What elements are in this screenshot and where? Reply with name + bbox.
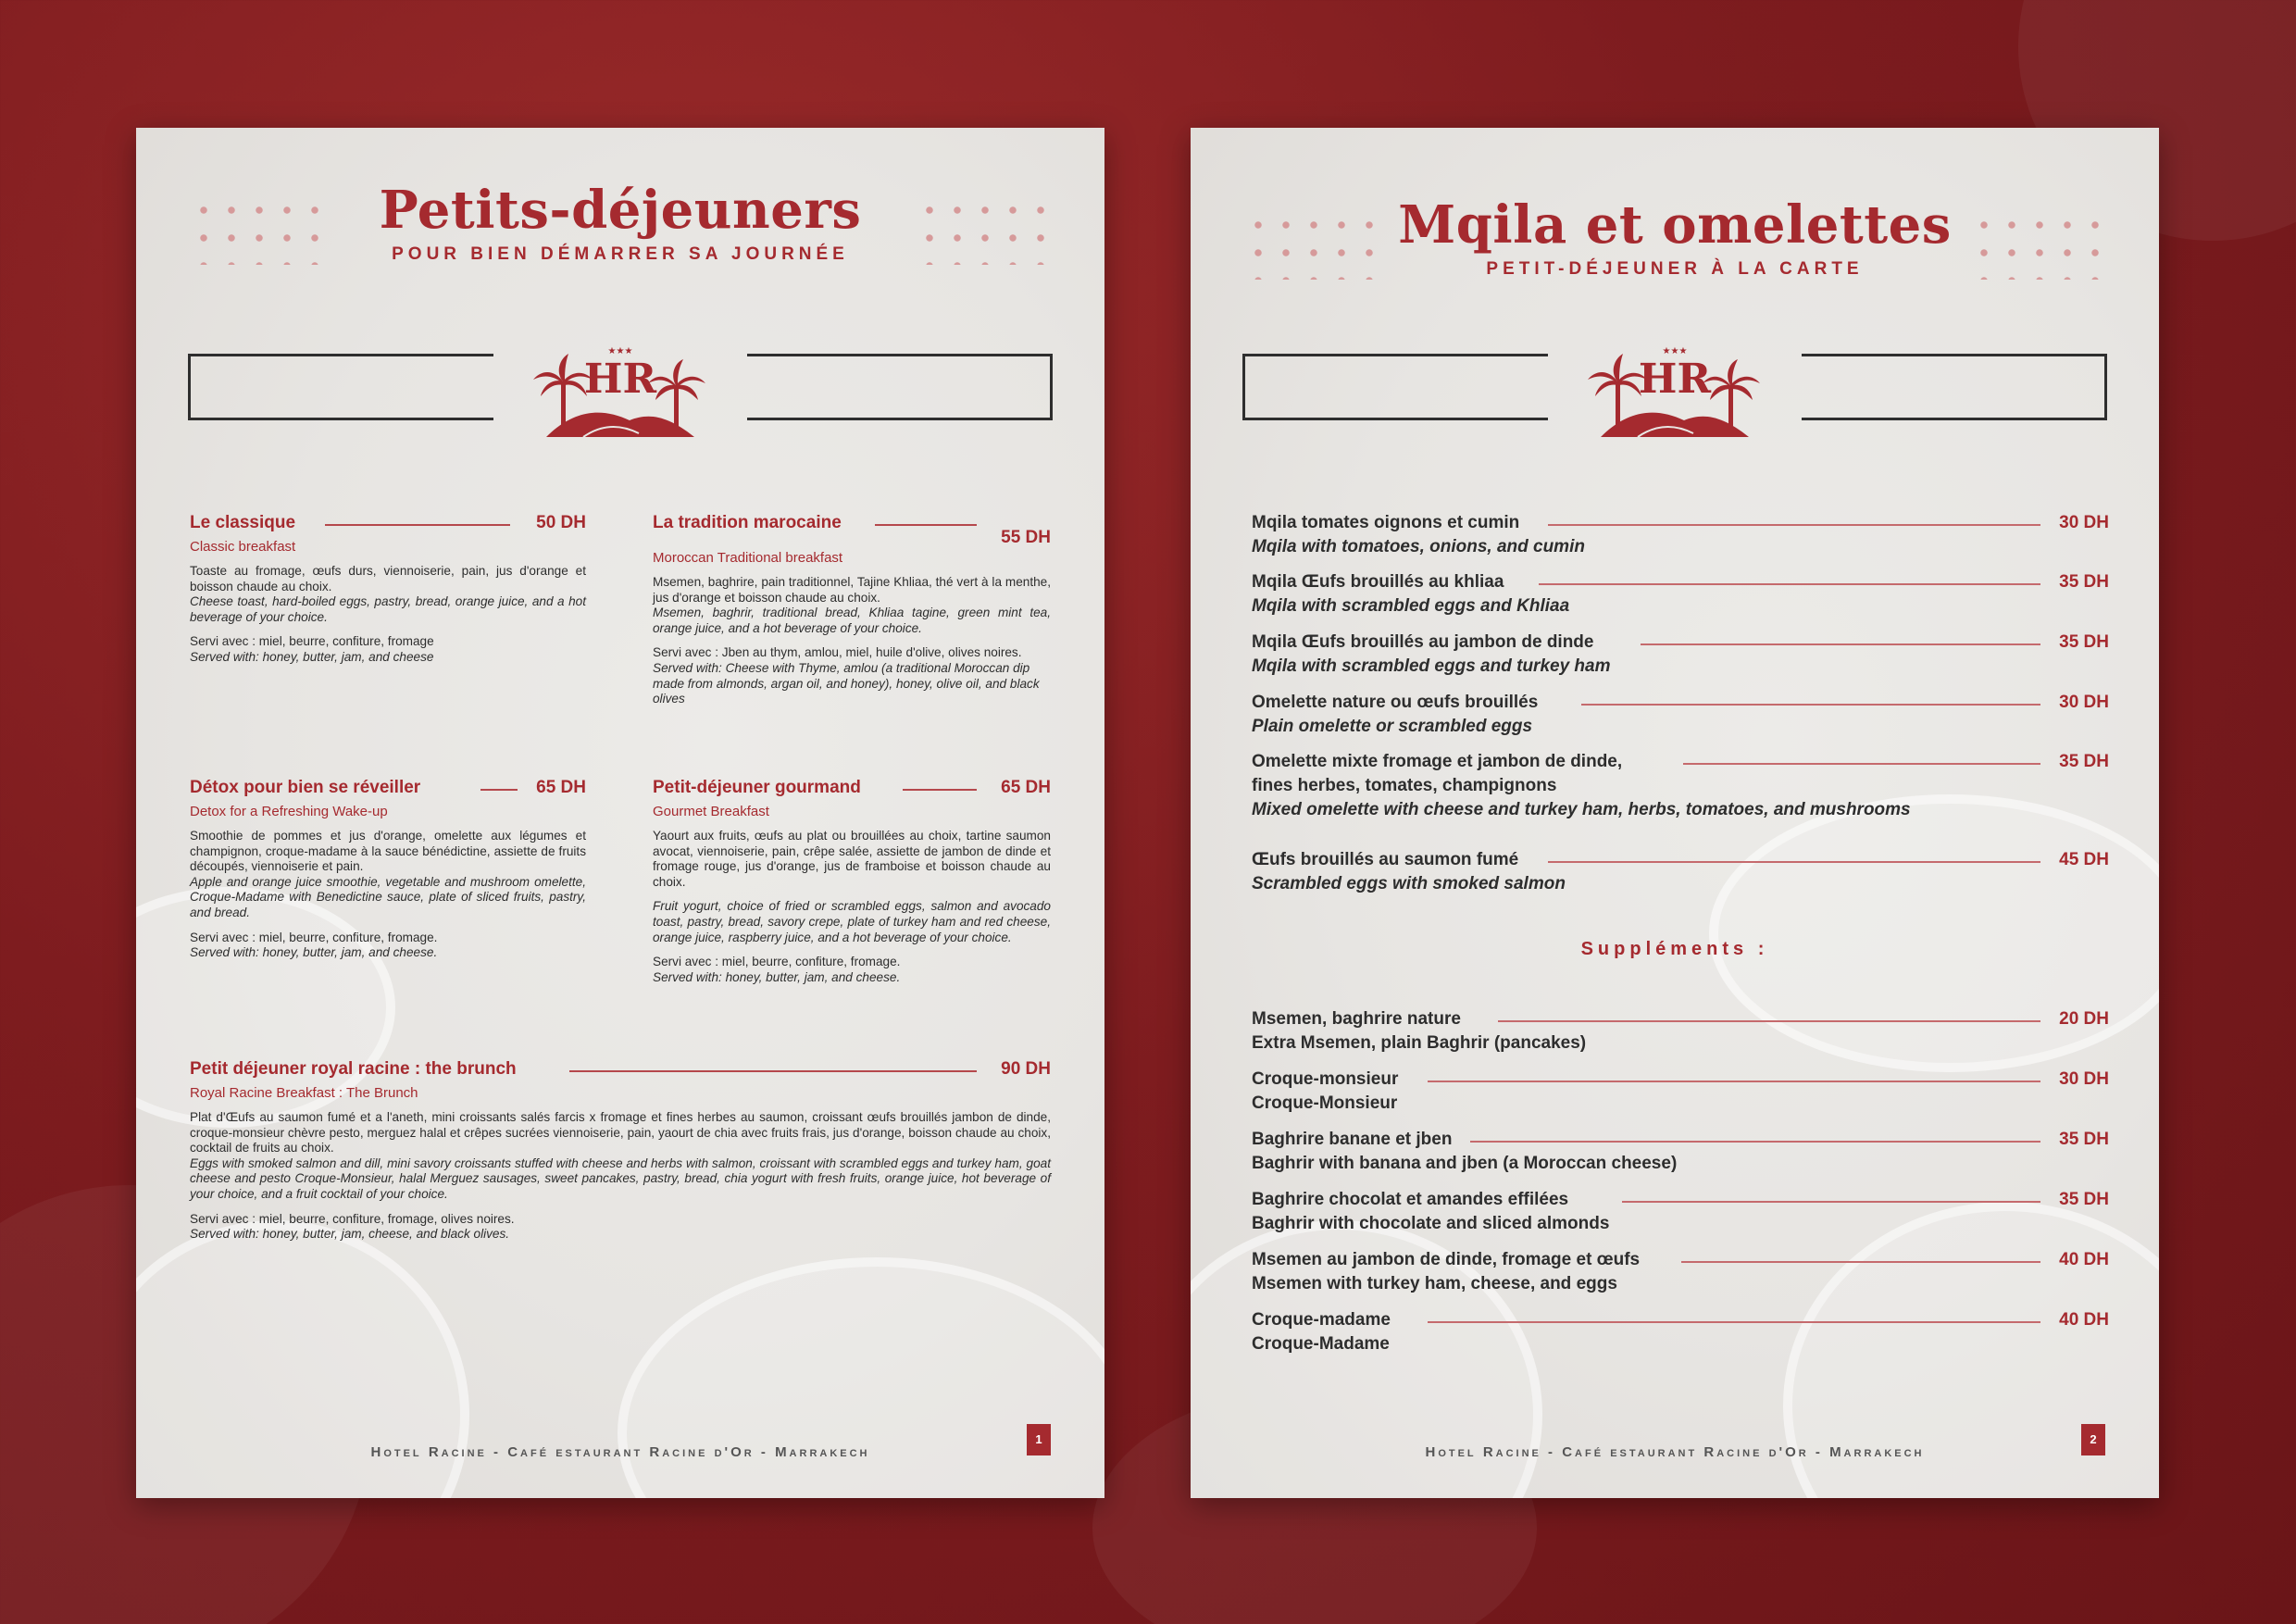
palm-tree-icon [648, 359, 705, 426]
item-served-en: Served with: honey, butter, jam, and cheese. [653, 969, 901, 984]
menu-row [1252, 632, 2109, 677]
item-served-fr: Servi avec : miel, beurre, confiture, fromage. [190, 930, 438, 944]
item-name: La tradition marocaine [653, 513, 842, 532]
row-name: Croque-madame [1252, 1310, 1391, 1330]
menu-item-classique [190, 513, 586, 666]
row-name: Mqila tomates oignons et cumin [1252, 513, 1520, 532]
item-english-name: Classic breakfast [190, 539, 296, 555]
row-name: Omelette mixte fromage et jambon de dinde, [1252, 752, 1623, 771]
row-name-continued: fines herbes, tomates, champignons [1252, 776, 1557, 795]
menu-page-mqila-omelettes [1191, 128, 2159, 1498]
row-leader-line [1539, 583, 2040, 585]
page-footer: Hotel Racine - Café estaurant Racine d'Or - Marrakech [370, 1444, 870, 1460]
background-plate [618, 1257, 1104, 1498]
item-leader-line [875, 524, 977, 526]
menu-row [1252, 572, 2109, 617]
page-number: 1 [1027, 1424, 1051, 1455]
menu-item-royal-brunch [190, 1059, 1051, 1243]
row-price: 35 DH [2059, 752, 2109, 771]
row-price: 35 DH [2059, 572, 2109, 592]
item-leader-line [325, 524, 510, 526]
supplement-row [1252, 1069, 2109, 1114]
item-english-name: Royal Racine Breakfast : The Brunch [190, 1085, 418, 1101]
row-english: Extra Msemen, plain Baghrir (pancakes) [1252, 1033, 1587, 1053]
page-subtitle: POUR BIEN DÉMARRER SA JOURNÉE [392, 244, 849, 264]
item-description-fr: Smoothie de pommes et jus d'orange, omelette aux légumes et champignon, croque-madame à la sauce bénédictine, assiette de fruits découpés, viennoiserie et pain. [190, 829, 586, 874]
item-description-en: Msemen, baghrir, traditional bread, Khliaa tagine, green mint tea, orange juice, and a hot beverage of your choice. [653, 606, 1051, 635]
item-description-en: Fruit yogurt, choice of fried or scrambled eggs, salmon and avocado toast, pastry, bread, savory crepe, plate of turkey ham and red cheese, orange juice, raspberry juice, and a hot beverage of your choice. [653, 899, 1051, 944]
row-price: 30 DH [2059, 513, 2109, 532]
item-price: 90 DH [1001, 1059, 1051, 1079]
logo-letters: HR [583, 356, 657, 403]
logo-letters: HR [1638, 356, 1712, 403]
item-name: Détox pour bien se réveiller [190, 778, 421, 797]
item-name: Petit-déjeuner gourmand [653, 778, 861, 797]
logo-frame-right [747, 354, 1053, 420]
item-leader-line [480, 789, 518, 791]
page-subtitle: PETIT-DÉJEUNER À LA CARTE [1486, 259, 1864, 279]
row-name: Baghrire chocolat et amandes effilées [1252, 1190, 1569, 1209]
row-english: Croque-Monsieur [1252, 1093, 1398, 1113]
row-name: Omelette nature ou œufs brouillés [1252, 693, 1539, 712]
row-price: 30 DH [2059, 693, 2109, 712]
row-english: Plain omelette or scrambled eggs [1252, 717, 1533, 736]
item-name: Le classique [190, 513, 296, 532]
row-leader-line [1548, 524, 2040, 526]
row-price: 45 DH [2059, 850, 2109, 869]
row-leader-line [1681, 1261, 2040, 1263]
item-english-name: Moroccan Traditional breakfast [653, 550, 843, 566]
item-served-fr: Servi avec : miel, beurre, confiture, fromage, olives noires. [190, 1211, 515, 1226]
item-served-en: Served with: honey, butter, jam, cheese, and black olives. [190, 1227, 510, 1242]
logo-frame-left [1242, 354, 1548, 420]
row-english: Croque-Madame [1252, 1334, 1390, 1354]
item-served-en: Served with: honey, butter, jam, and cheese [190, 649, 434, 664]
item-leader-line [569, 1070, 977, 1072]
page-footer: Hotel Racine - Café estaurant Racine d'Or - Marrakech [1425, 1444, 1925, 1460]
row-price: 35 DH [2059, 1190, 2109, 1209]
row-leader-line [1428, 1321, 2040, 1323]
item-price: 50 DH [536, 513, 586, 532]
row-name: Croque-monsieur [1252, 1069, 1399, 1089]
row-leader-line [1548, 861, 2040, 863]
menu-page-breakfasts [136, 128, 1104, 1498]
row-leader-line [1683, 763, 2040, 765]
menu-item-tradition-marocaine [653, 513, 1051, 707]
hotel-logo [1582, 335, 1767, 446]
row-english: Mqila with tomatoes, onions, and cumin [1252, 537, 1585, 556]
item-name: Petit déjeuner royal racine : the brunch [190, 1059, 517, 1079]
item-description-fr: Plat d'Œufs au saumon fumé et a l'aneth, mini croissants salés farcis x fromage et fines herbes au saumon, croissant œufs brouillés jambon de dinde, croque-monsieur chèvre pesto, merguez halal et crêpes sucrées viennoiserie, pain, yaourt de chia avec fruits frais, jus d'orange, boisson chaude au choix, cocktail de fruits au choix. [190, 1110, 1051, 1156]
item-served-en: Served with: Cheese with Thyme, amlou (a traditional Moroccan dip made from almonds, argan oil, and honey), honey, olive oil, and black olives [653, 660, 1040, 706]
menu-item-detox [190, 778, 586, 961]
menu-item-gourmand [653, 778, 1051, 985]
row-name: Msemen au jambon de dinde, fromage et œufs [1252, 1250, 1641, 1269]
item-price: 55 DH [1001, 528, 1051, 547]
supplement-row [1252, 1130, 2109, 1174]
row-leader-line [1622, 1201, 2040, 1203]
page-title: Mqila et omelettes [1398, 194, 1952, 256]
row-english: Baghrir with banana and jben (a Moroccan cheese) [1252, 1154, 1678, 1173]
row-leader-line [1470, 1141, 2040, 1143]
row-price: 40 DH [2059, 1250, 2109, 1269]
row-leader-line [1641, 643, 2040, 645]
item-served-en: Served with: honey, butter, jam, and cheese. [190, 945, 438, 960]
item-served-fr: Servi avec : miel, beurre, confiture, fromage. [653, 955, 901, 969]
item-description-en: Apple and orange juice smoothie, vegetable and mushroom omelette, Croque-Madame with Benedictine sauce, plate of sliced fruits, pastry, and bread. [190, 874, 586, 919]
row-name: Mqila Œufs brouillés au khliaa [1252, 572, 1504, 592]
menu-row [1252, 752, 2109, 820]
row-english: Mixed omelette with cheese and turkey ham, herbs, tomatoes, and mushrooms [1252, 800, 1911, 819]
page-number: 2 [2081, 1424, 2105, 1455]
item-served-fr: Servi avec : Jben au thym, amlou, miel, huile d'olive, olives noires. [653, 645, 1022, 660]
row-english: Mqila with scrambled eggs and Khliaa [1252, 596, 1570, 616]
item-price: 65 DH [536, 778, 586, 797]
item-description-en: Eggs with smoked salmon and dill, mini savory croissants stuffed with cheese and herbs with salmon, croissant with scrambled eggs and turkey ham, goat cheese and pesto Croque-Monsieur, halal Merguez sausages, sweet pancakes, pastry, bread, chia yogurt with fresh fruits, orange juice, hot beverage of your choice, and a fruit cocktail of your choice. [190, 1156, 1051, 1201]
supplement-row [1252, 1190, 2109, 1234]
supplement-row [1252, 1250, 2109, 1294]
logo-stars: ★★★ [1662, 346, 1688, 356]
row-price: 35 DH [2059, 1130, 2109, 1149]
row-price: 30 DH [2059, 1069, 2109, 1089]
row-leader-line [1581, 704, 2040, 706]
item-description-fr: Msemen, baghrire, pain traditionnel, Tajine Khliaa, thé vert à la menthe, jus d'orange et boisson chaude au choix. [653, 575, 1051, 605]
row-leader-line [1498, 1020, 2040, 1022]
row-english: Msemen with turkey ham, cheese, and eggs [1252, 1274, 1617, 1293]
item-description-fr: Toaste au fromage, œufs durs, viennoiserie, pain, jus d'orange et boisson chaude au choix. [190, 564, 586, 593]
item-price: 65 DH [1001, 778, 1051, 797]
supplements-title: Suppléments : [1580, 939, 1769, 959]
item-description-fr: Yaourt aux fruits, œufs au plat ou brouillées au choix, tartine saumon avocat, viennoiserie, pain, crêpe salée, assiette de jambon de dinde et fromage rouge, jus d'orange, jus de framboise et boisson chaude au choix. [653, 829, 1051, 889]
row-name: Œufs brouillés au saumon fumé [1252, 850, 1519, 869]
item-leader-line [903, 789, 977, 791]
supplement-row [1252, 1009, 2109, 1054]
palm-tree-icon [1703, 359, 1760, 426]
row-price: 35 DH [2059, 632, 2109, 652]
item-english-name: Gourmet Breakfast [653, 804, 769, 819]
logo-frame-left [188, 354, 493, 420]
menu-row [1252, 850, 2109, 894]
menu-row [1252, 693, 2109, 737]
row-name: Msemen, baghrire nature [1252, 1009, 1461, 1029]
dune-shape [1601, 413, 1749, 437]
row-english: Scrambled eggs with smoked salmon [1252, 874, 1566, 893]
logo-frame-right [1802, 354, 2107, 420]
item-served-fr: Servi avec : miel, beurre, confiture, fromage [190, 634, 434, 649]
item-description-en: Cheese toast, hard-boiled eggs, pastry, bread, orange juice, and a hot beverage of your choice. [190, 594, 586, 624]
row-leader-line [1428, 1081, 2040, 1082]
hotel-logo [528, 335, 713, 446]
dune-shape [546, 413, 694, 437]
supplement-row [1252, 1310, 2109, 1355]
page-title: Petits-déjeuners [379, 180, 862, 241]
item-english-name: Detox for a Refreshing Wake-up [190, 804, 388, 819]
row-name: Baghrire banane et jben [1252, 1130, 1453, 1149]
row-name: Mqila Œufs brouillés au jambon de dinde [1252, 632, 1594, 652]
menu-row [1252, 513, 2109, 557]
logo-stars: ★★★ [607, 346, 633, 356]
row-english: Mqila with scrambled eggs and turkey ham [1252, 656, 1611, 676]
row-price: 40 DH [2059, 1310, 2109, 1330]
row-english: Baghrir with chocolate and sliced almonds [1252, 1214, 1610, 1233]
row-price: 20 DH [2059, 1009, 2109, 1029]
